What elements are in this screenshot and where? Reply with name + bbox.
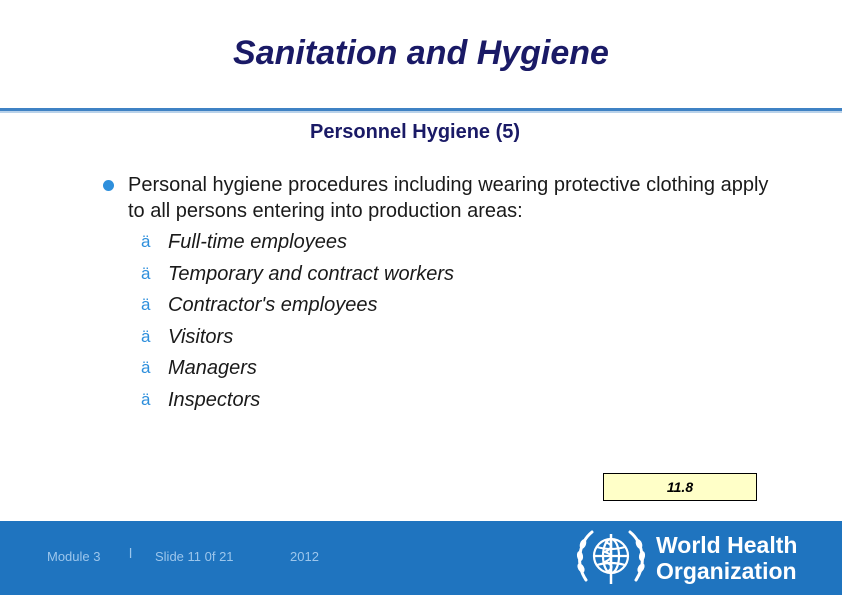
who-wordmark-line1: World Health — [656, 532, 798, 558]
arrow-bullet-icon: ä — [141, 295, 151, 315]
footer-year: 2012 — [290, 549, 319, 564]
who-wordmark-line2: Organization — [656, 558, 797, 584]
footer-bar — [0, 521, 842, 595]
who-wordmark — [656, 532, 797, 584]
title-divider-shadow — [0, 111, 842, 113]
who-emblem-icon — [572, 524, 650, 592]
slide-subtitle: Personnel Hygiene (5) — [310, 121, 521, 143]
arrow-bullet-icon: ä — [141, 326, 151, 346]
arrow-bullet-icon: ä — [141, 389, 151, 409]
main-bullet-text: Personal hygiene procedures including wearing protective clothing apply to all persons entering into production areas: — [128, 174, 769, 222]
arrow-bullet-icon: ä — [141, 232, 151, 251]
footer-module: Module 3 — [47, 549, 101, 564]
who-logo — [572, 521, 832, 595]
slide-title: Sanitation and Hygiene — [233, 34, 609, 72]
arrow-bullet-icon: ä — [141, 263, 151, 283]
footer-slide-count: Slide 11 0f 21 — [155, 549, 234, 564]
slide-number-box: 11.8 — [603, 473, 757, 501]
bullet-dot-icon — [103, 180, 114, 191]
arrow-bullet-icon: ä — [141, 358, 151, 378]
footer-separator: l — [129, 545, 133, 561]
